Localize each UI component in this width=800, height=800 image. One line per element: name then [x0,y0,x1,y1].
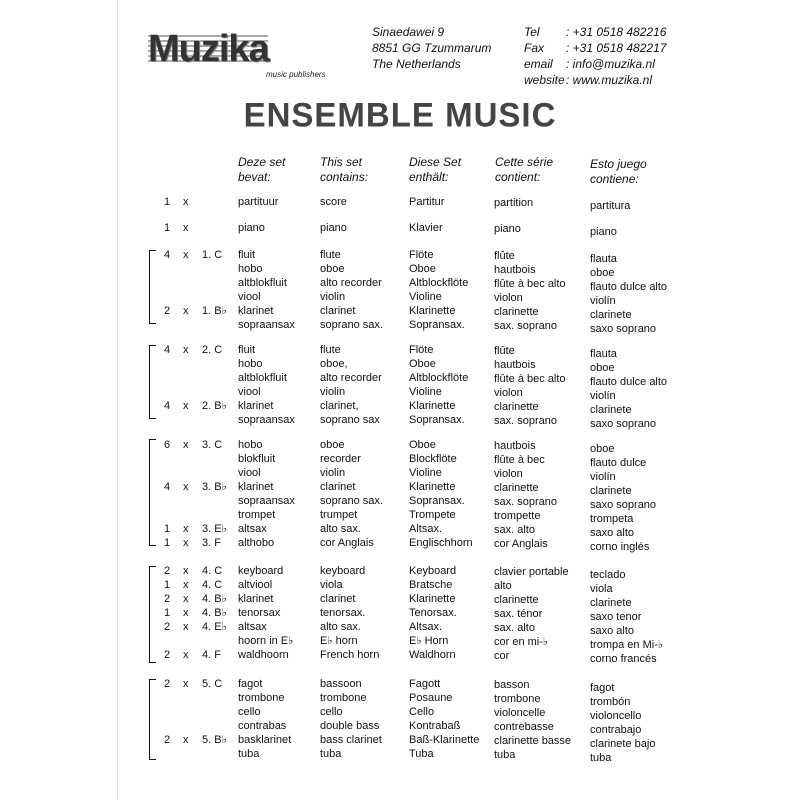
row-cell-lang-0: hobo [238,263,263,275]
row-cell-lang-3: sax. soprano [494,496,557,508]
row-cell-lang-0: trombone [238,692,285,704]
row-cell-lang-3: clavier portable [494,566,569,578]
row-quantity: 4 [164,400,171,412]
row-cell-lang-1: viola [320,579,343,591]
row-cell-lang-3: cor en mi-♭ [494,636,549,648]
row-part: 1. C [202,249,223,261]
row-cell-lang-2: Oboe [409,439,436,451]
row-cell-lang-4: violoncello [590,710,642,722]
row-cell-lang-3: flûte à bec [494,454,545,466]
row-part: 4. B♭ [202,607,227,619]
contact-values [566,24,666,88]
row-cell-lang-4: oboe [590,443,615,455]
row-cell-lang-1: trombone [320,692,367,704]
row-cell-lang-2: E♭ Horn [409,635,449,647]
row-cell-lang-1: tuba [320,748,342,760]
row-quantity: 6 [164,439,171,451]
row-cell-lang-2: Altblockflöte [409,372,469,384]
row-cell-lang-1: violin [320,467,346,479]
row-part: 4. E♭ [202,621,227,633]
row-cell-lang-0: sopraansax [238,414,295,426]
brand-name: Muzika [148,28,269,70]
row-cell-lang-3: trombone [494,693,541,705]
row-cell-lang-0: altblokfluit [238,372,287,384]
row-cell-lang-1: soprano sax. [320,495,383,507]
row-cell-lang-3: hautbois [494,264,536,276]
row-cell-lang-1: oboe [320,439,345,451]
row-times: x [183,537,189,549]
header-english [320,155,368,185]
row-cell-lang-2: Violine [409,386,442,398]
row-cell-lang-4: saxo tenor [590,611,642,623]
row-cell-lang-3: cor Anglais [494,538,548,550]
page-title: ENSEMBLE MUSIC [243,95,557,134]
row-cell-lang-2: Violine [409,291,442,303]
row-quantity: 4 [164,344,171,356]
row-cell-lang-2: Sopransax. [409,319,465,331]
row-cell-lang-4: trompa en Mi-♭ [590,639,664,651]
row-cell-lang-4: contrabajo [590,724,642,736]
row-cell-lang-1: alto sax. [320,523,361,535]
row-cell-lang-0: altblokfluit [238,277,287,289]
website-label: website [524,73,565,87]
row-cell-lang-1: alto recorder [320,277,382,289]
row-cell-lang-3: hautbois [494,440,536,452]
header-line: Diese Set [409,155,462,169]
row-cell-lang-1: score [320,196,347,208]
row-part: 3. B♭ [202,481,227,493]
row-cell-lang-2: Violine [409,467,442,479]
row-cell-lang-1: soprano sax. [320,319,383,331]
row-cell-lang-2: Klarinette [409,305,456,317]
row-cell-lang-1: soprano sax [320,414,380,426]
row-cell-lang-2: Tenorsax. [409,607,457,619]
row-cell-lang-0: trompet [238,509,276,521]
row-cell-lang-0: blokfluit [238,453,276,465]
row-quantity: 2 [164,565,171,577]
row-cell-lang-4: saxo alto [590,527,635,539]
row-cell-lang-0: cello [238,706,261,718]
row-cell-lang-2: Blockflöte [409,453,457,465]
header-line: contient: [495,170,541,184]
address-line: Sinaedawei 9 [372,25,445,39]
row-part: 4. F [202,649,221,661]
row-cell-lang-3: sax. soprano [494,320,557,332]
row-cell-lang-0: fagot [238,678,263,690]
row-cell-lang-0: althobo [238,537,275,549]
row-times: x [183,593,189,605]
row-cell-lang-1: flute [320,344,341,356]
row-quantity: 1 [164,196,171,208]
row-times: x [183,579,189,591]
row-cell-lang-3: flûte à bec alto [494,373,566,385]
row-part: 4. C [202,579,223,591]
row-cell-lang-2: Flöte [409,344,434,356]
row-cell-lang-1: recorder [320,453,361,465]
row-cell-lang-4: viola [590,583,613,595]
row-cell-lang-4: partitura [590,200,631,212]
header-line: Deze set [238,155,286,169]
row-cell-lang-2: Klarinette [409,593,456,605]
row-cell-lang-1: bassoon [320,678,362,690]
row-cell-lang-2: Posaune [409,692,453,704]
row-cell-lang-4: flauta [590,348,617,360]
email-label: email [524,57,553,71]
row-cell-lang-0: contrabas [238,720,287,732]
row-cell-lang-0: hoorn in E♭ [238,635,294,647]
row-part: 3. F [202,537,221,549]
header-dutch [238,155,285,185]
row-cell-lang-3: flûte [494,250,515,262]
row-cell-lang-1: alto sax. [320,621,361,633]
row-cell-lang-3: violoncelle [494,707,546,719]
row-cell-lang-4: tuba [590,752,612,764]
row-cell-lang-2: Altsax. [409,523,443,535]
row-cell-lang-4: fagot [590,682,615,694]
row-quantity: 1 [164,537,171,549]
header-german [409,155,461,185]
row-cell-lang-1: double bass [320,720,380,732]
row-cell-lang-1: violin [320,386,346,398]
row-cell-lang-0: keyboard [238,565,284,577]
row-cell-lang-0: klarinet [238,305,274,317]
row-cell-lang-4: violín [590,390,616,402]
row-cell-lang-0: waldhoorn [238,649,289,661]
row-part: 2. B♭ [202,400,227,412]
row-cell-lang-3: contrebasse [494,721,554,733]
row-quantity: 2 [164,734,171,746]
row-cell-lang-4: trombón [590,696,631,708]
row-times: x [183,734,189,746]
header-line: enthält: [409,170,449,184]
email-value: : info@muzika.nl [566,57,655,71]
row-cell-lang-1: French horn [320,649,380,661]
row-cell-lang-2: Altblockflöte [409,277,469,289]
row-cell-lang-0: tuba [238,748,260,760]
fax-value: : +31 0518 482217 [566,41,667,55]
row-times: x [183,439,189,451]
header-line: bevat: [238,170,271,184]
row-cell-lang-1: violin [320,291,346,303]
row-cell-lang-3: clarinette [494,306,539,318]
header-line: contains: [320,170,369,184]
row-cell-lang-1: oboe [320,263,345,275]
row-cell-lang-1: keyboard [320,565,366,577]
contact-labels [524,24,565,88]
row-quantity: 4 [164,481,171,493]
group-bracket [149,566,156,663]
row-cell-lang-4: saxo soprano [590,323,657,335]
row-cell-lang-0: hobo [238,358,263,370]
row-times: x [183,196,189,208]
row-times: x [183,523,189,535]
row-cell-lang-1: oboe, [320,358,348,370]
row-cell-lang-4: oboe [590,267,615,279]
row-cell-lang-1: cor Anglais [320,537,374,549]
fax-label: Fax [524,41,545,55]
row-cell-lang-4: trompeta [590,513,634,525]
row-cell-lang-2: Bratsche [409,579,453,591]
row-cell-lang-3: flûte à bec alto [494,278,566,290]
header-line: contiene: [590,172,639,186]
row-cell-lang-4: saxo alto [590,625,635,637]
header-line: Cette série [495,155,554,169]
row-cell-lang-2: Baß-Klarinette [409,734,480,746]
row-cell-lang-0: tenorsax [238,607,281,619]
row-cell-lang-4: corno francés [590,653,657,665]
row-cell-lang-2: Altsax. [409,621,443,633]
row-times: x [183,621,189,633]
row-times: x [183,607,189,619]
row-cell-lang-2: Partitur [409,196,445,208]
header-spanish [590,157,647,187]
row-cell-lang-4: clarinete [590,309,632,321]
row-part: 5. B♭ [202,734,227,746]
row-cell-lang-4: clarinete [590,485,632,497]
row-cell-lang-2: Oboe [409,263,436,275]
row-cell-lang-3: sax. alto [494,622,535,634]
row-cell-lang-0: klarinet [238,400,274,412]
row-cell-lang-1: piano [320,222,347,234]
row-cell-lang-0: fluit [238,249,256,261]
row-cell-lang-4: clarinete [590,404,632,416]
row-cell-lang-1: tenorsax. [320,607,366,619]
row-times: x [183,481,189,493]
row-cell-lang-4: saxo soprano [590,418,657,430]
row-cell-lang-3: tuba [494,749,516,761]
row-part: 3. E♭ [202,523,227,535]
address-block [372,24,491,72]
row-cell-lang-3: trompette [494,510,541,522]
group-bracket [149,345,156,419]
row-cell-lang-4: saxo soprano [590,499,657,511]
row-cell-lang-2: Fagott [409,678,441,690]
row-quantity: 1 [164,579,171,591]
row-quantity: 4 [164,249,171,261]
row-cell-lang-2: Kontrabaß [409,720,461,732]
row-cell-lang-3: clarinette [494,401,539,413]
row-cell-lang-2: Waldhorn [409,649,456,661]
row-cell-lang-3: sax. ténor [494,608,543,620]
row-cell-lang-1: trumpet [320,509,358,521]
row-cell-lang-4: corno inglés [590,541,650,553]
row-cell-lang-0: fluit [238,344,256,356]
row-cell-lang-0: piano [238,222,265,234]
group-bracket [149,679,156,760]
row-cell-lang-0: partituur [238,196,279,208]
row-cell-lang-0: sopraansax [238,495,295,507]
row-cell-lang-4: violín [590,471,616,483]
row-cell-lang-2: Flöte [409,249,434,261]
row-cell-lang-3: clarinette basse [494,735,572,747]
row-cell-lang-4: teclado [590,569,626,581]
tel-label: Tel [524,25,540,39]
row-cell-lang-2: Sopransax. [409,414,465,426]
row-cell-lang-4: flauto dulce [590,457,647,469]
row-times: x [183,400,189,412]
row-times: x [183,249,189,261]
row-cell-lang-2: Cello [409,706,435,718]
website-value: : www.muzika.nl [566,73,653,87]
header-line: Esto juego [590,157,647,171]
row-cell-lang-0: viool [238,291,261,303]
row-cell-lang-2: Klavier [409,222,443,234]
address-line: The Netherlands [372,57,461,71]
row-quantity: 1 [164,523,171,535]
row-cell-lang-3: violon [494,292,523,304]
row-quantity: 2 [164,649,171,661]
row-cell-lang-3: clarinette [494,482,539,494]
row-cell-lang-3: sax. alto [494,524,535,536]
row-cell-lang-0: viool [238,386,261,398]
row-quantity: 2 [164,593,171,605]
row-cell-lang-1: cello [320,706,343,718]
row-cell-lang-0: basklarinet [238,734,292,746]
row-cell-lang-2: Trompete [409,509,456,521]
group-bracket [149,250,156,324]
header-french [495,155,553,185]
row-cell-lang-4: piano [590,226,617,238]
row-cell-lang-0: altviool [238,579,273,591]
row-cell-lang-1: clarinet [320,481,356,493]
row-cell-lang-3: hautbois [494,359,536,371]
row-quantity: 1 [164,607,171,619]
row-part: 1. B♭ [202,305,227,317]
row-cell-lang-4: clarinete [590,597,632,609]
row-cell-lang-3: partition [494,197,534,209]
row-quantity: 1 [164,222,171,234]
row-cell-lang-2: Tuba [409,748,434,760]
row-times: x [183,222,189,234]
row-quantity: 2 [164,305,171,317]
row-part: 4. B♭ [202,593,227,605]
brand-tagline: music publishers [266,70,326,79]
row-cell-lang-0: viool [238,467,261,479]
tel-value: : +31 0518 482216 [566,25,667,39]
row-cell-lang-0: klarinet [238,481,274,493]
row-cell-lang-1: clarinet [320,593,356,605]
row-quantity: 2 [164,678,171,690]
row-part: 5. C [202,678,223,690]
address-line: 8851 GG Tzummarum [372,41,492,55]
row-cell-lang-3: sax. soprano [494,415,557,427]
row-cell-lang-4: flauto dulce alto [590,281,668,293]
header-line: This set [320,155,363,169]
row-quantity: 2 [164,621,171,633]
row-cell-lang-2: Englischhorn [409,537,473,549]
row-times: x [183,344,189,356]
row-cell-lang-3: basson [494,679,530,691]
row-cell-lang-0: sopraansax [238,319,295,331]
row-cell-lang-3: violon [494,468,523,480]
row-cell-lang-2: Oboe [409,358,436,370]
row-cell-lang-4: flauta [590,253,617,265]
row-cell-lang-0: klarinet [238,593,274,605]
row-cell-lang-1: alto recorder [320,372,382,384]
row-cell-lang-2: Keyboard [409,565,457,577]
row-part: 4. C [202,565,223,577]
row-cell-lang-4: clarinete bajo [590,738,656,750]
row-cell-lang-0: altsax [238,523,267,535]
row-cell-lang-3: cor [494,650,510,662]
row-cell-lang-4: flauto dulce alto [590,376,668,388]
row-cell-lang-1: clarinet, [320,400,359,412]
row-part: 3. C [202,439,223,451]
row-part: 2. C [202,344,223,356]
row-times: x [183,649,189,661]
row-cell-lang-3: alto [494,580,512,592]
row-cell-lang-0: altsax [238,621,267,633]
row-cell-lang-4: oboe [590,362,615,374]
row-cell-lang-3: piano [494,223,521,235]
row-cell-lang-1: E♭ horn [320,635,358,647]
row-times: x [183,678,189,690]
row-times: x [183,565,189,577]
row-times: x [183,305,189,317]
row-cell-lang-1: flute [320,249,341,261]
row-cell-lang-3: clarinette [494,594,539,606]
row-cell-lang-1: bass clarinet [320,734,382,746]
row-cell-lang-3: violon [494,387,523,399]
row-cell-lang-2: Klarinette [409,400,456,412]
row-cell-lang-0: hobo [238,439,263,451]
row-cell-lang-2: Sopransax. [409,495,465,507]
row-cell-lang-3: flûte [494,345,515,357]
group-bracket [149,439,156,546]
row-cell-lang-1: clarinet [320,305,356,317]
row-cell-lang-4: violín [590,295,616,307]
row-cell-lang-2: Klarinette [409,481,456,493]
